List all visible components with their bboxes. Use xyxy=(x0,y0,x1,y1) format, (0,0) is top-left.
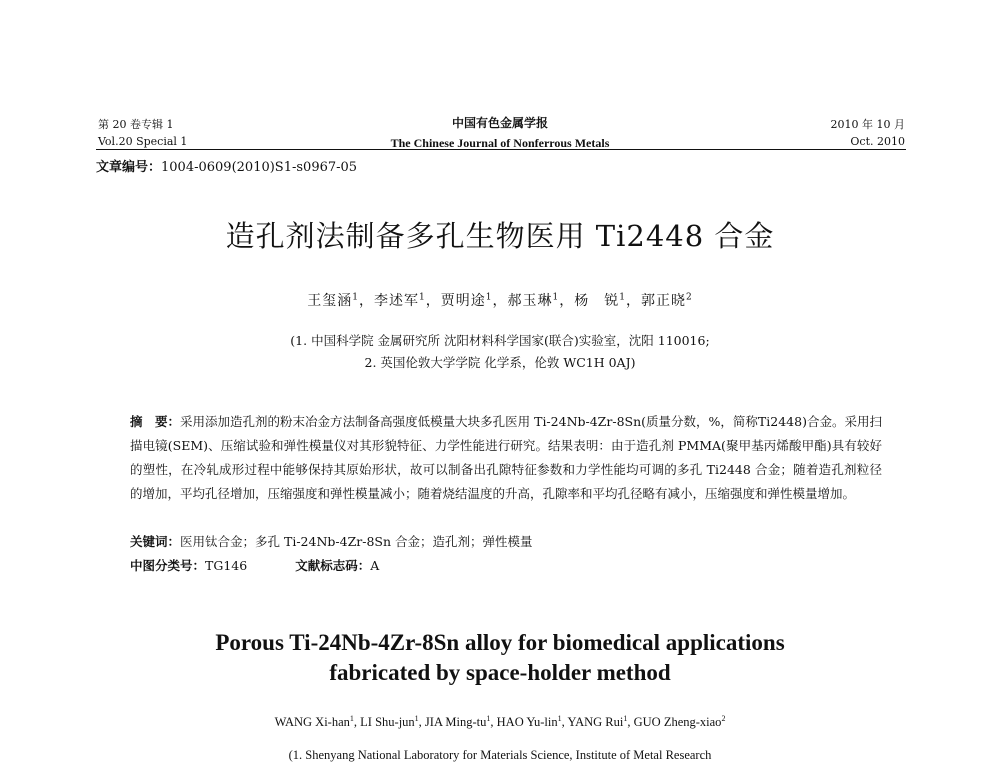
author-en-affiliation-mark: 2 xyxy=(721,714,726,723)
clc-value: TG146 xyxy=(205,558,248,573)
title-cn: 造孔剂法制备多孔生物医用 Ti2448 合金 xyxy=(225,219,775,253)
title-en-line-1: Porous Ti-24Nb-4Zr-8Sn alloy for biomedical applications xyxy=(215,630,785,655)
author-en-separator: , xyxy=(418,715,425,730)
header-volume-en: Vol.20 Special 1 xyxy=(98,135,188,148)
author-cn-name: 王玺涵 xyxy=(307,293,353,309)
author-en-name: JIA Ming-tu xyxy=(424,715,487,730)
header-volume xyxy=(98,116,187,150)
doc-code-label: 文献标志码： xyxy=(295,558,371,573)
abstract-label: 摘 要： xyxy=(130,414,181,429)
author-en-separator: , xyxy=(490,715,497,730)
header-date xyxy=(831,116,905,150)
author-cn-affiliation-mark: 1 xyxy=(485,292,493,303)
author-en-separator: , xyxy=(561,715,568,730)
author-cn-affiliation-mark: 1 xyxy=(352,292,360,303)
title-en xyxy=(0,628,1000,688)
affiliation-cn-2: 2. 英国伦敦大学学院 化学系，伦敦 WC1H 0AJ) xyxy=(364,355,636,370)
author-cn-name: 贾明途 xyxy=(440,293,486,309)
clc-label: 中图分类号： xyxy=(130,558,206,573)
author-en-affiliation-mark: 1 xyxy=(557,714,562,723)
author-cn-name: 郝玉琳 xyxy=(507,293,553,309)
journal-name-en: The Chinese Journal of Nonferrous Metals xyxy=(390,136,610,150)
classification xyxy=(130,554,379,578)
authors-cn xyxy=(0,290,1000,310)
journal-name-cn: 中国有色金属学报 xyxy=(451,116,548,130)
author-en-separator: , xyxy=(353,715,361,730)
author-cn-name: 郭正晓 xyxy=(640,293,686,309)
author-en-affiliation-mark: 1 xyxy=(414,714,419,723)
header-date-cn: 2010 年 10 月 xyxy=(830,118,905,131)
author-cn-affiliation-mark: 1 xyxy=(552,292,560,303)
author-en-name: YANG Rui xyxy=(567,715,624,730)
author-en-affiliation-mark: 1 xyxy=(349,714,354,723)
author-cn-separator: ， xyxy=(425,293,441,309)
author-cn-affiliation-mark: 2 xyxy=(685,292,693,303)
author-cn-separator: ， xyxy=(492,293,508,309)
article-number-label: 文章编号： xyxy=(96,160,162,175)
header-rule xyxy=(96,149,906,150)
abstract xyxy=(130,410,882,506)
keywords-text: 医用钛合金；多孔 Ti-24Nb-4Zr-8Sn 合金；造孔剂；弹性模量 xyxy=(180,534,533,549)
affiliations-cn xyxy=(0,330,1000,374)
authors-en xyxy=(0,714,1000,730)
article-number-value: 1004-0609(2010)S1-s0967-05 xyxy=(161,160,358,175)
author-cn-separator: ， xyxy=(359,293,375,309)
keywords-label: 关键词： xyxy=(130,534,181,549)
affiliation-en-partial: (1. Shenyang National Laboratory for Materials Science, Institute of Metal Research xyxy=(288,748,712,762)
author-en-affiliation-mark: 1 xyxy=(486,714,491,723)
affiliation-cn-1: (1. 中国科学院 金属研究所 沈阳材料科学国家(联合)实验室，沈阳 110016; xyxy=(290,333,710,348)
author-cn-name: 李述军 xyxy=(374,293,420,309)
author-en-name: LI Shu-jun xyxy=(360,715,415,730)
author-en-name: GUO Zheng-xiao xyxy=(633,715,722,730)
author-en-name: WANG Xi-han xyxy=(274,715,350,730)
author-en-separator: , xyxy=(627,715,634,730)
author-cn-name: 杨 锐 xyxy=(574,293,620,309)
header-volume-cn: 第 20 卷专辑 1 xyxy=(98,118,174,131)
author-cn-separator: ， xyxy=(625,293,641,309)
doc-code-value: A xyxy=(370,558,380,573)
article-number xyxy=(96,156,357,175)
author-cn-affiliation-mark: 1 xyxy=(619,292,626,303)
keywords xyxy=(130,530,882,554)
author-cn-separator: ， xyxy=(559,293,575,309)
header-journal xyxy=(300,113,700,153)
author-cn-affiliation-mark: 1 xyxy=(419,292,426,303)
title-en-line-2: fabricated by space-holder method xyxy=(329,660,671,685)
author-en-name: HAO Yu-lin xyxy=(496,715,558,730)
author-en-affiliation-mark: 1 xyxy=(623,714,628,723)
abstract-text: 采用添加造孔剂的粉末冶金方法制备高强度低模量大块多孔医用 Ti-24Nb-4Zr-8Sn(质量分数，%，简称Ti2448)合金。采用扫描电镜(SEM)、压缩试验和弹性模量仪对其形貌特征、力学性能进行研究。结果表明：由于造孔剂 PMMA(聚甲基丙烯酸甲酯)具有较好的塑性，在冷轧成形过程中能够保持其原始形状，故可以制备出孔隙特征参数和力学性能均可调的多孔 Ti2448 合金；随着造孔剂粒径的增加，平均孔径增加，压缩强度和弹性模量减小；随着烧结温度的升高，孔隙率和平均孔径略有减小，压缩强度和弹性模量增加。 xyxy=(130,414,882,501)
header-date-en: Oct. 2010 xyxy=(850,135,905,148)
